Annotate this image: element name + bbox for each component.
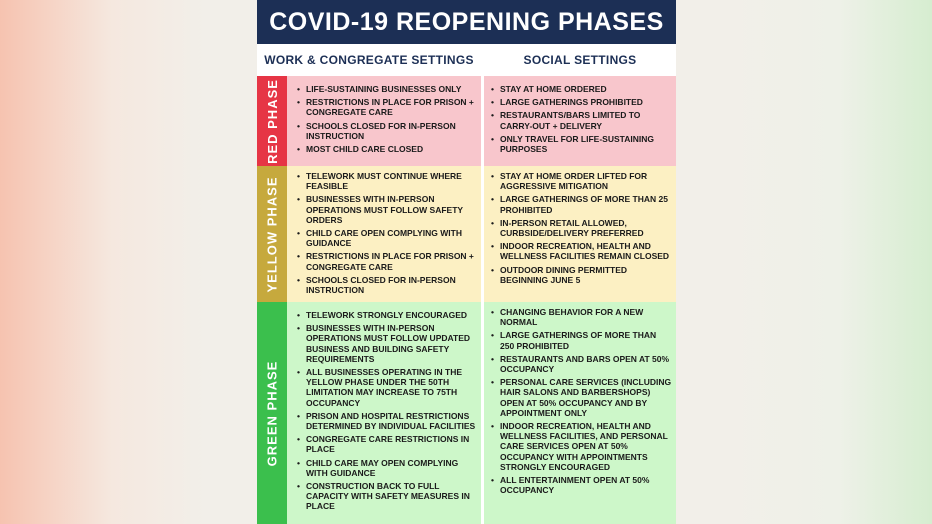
green-phase-label-text: GREEN PHASE (264, 360, 280, 466)
green-phase-work-list (287, 310, 477, 512)
list-item: • RESTAURANTS AND BARS OPEN AT 50% OCCUPANCY (484, 354, 672, 374)
list-item: • LARGE GATHERINGS PROHIBITED (484, 97, 672, 107)
column-header-social: SOCIAL SETTINGS (523, 53, 637, 67)
red-phase-label-text: RED PHASE (264, 78, 280, 164)
list-item: • INDOOR RECREATION, HEALTH AND WELLNESS FACILITIES, AND PERSONAL CARE SERVICES OPEN AT 50% OCCUPANCY WITH APPOINTMENTS STRONGLY ENCOURAGED (484, 421, 672, 472)
list-item: • ONLY TRAVEL FOR LIFE-SUSTAINING PURPOSES (484, 134, 672, 154)
list-item: • IN-PERSON RETAIL ALLOWED, CURBSIDE/DELIVERY PREFERRED (484, 218, 672, 238)
green-phase-work-cell (287, 302, 481, 524)
red-phase-work-list (287, 84, 477, 154)
column-header-work: WORK & CONGREGATE SETTINGS (264, 53, 474, 67)
list-item: • PRISON AND HOSPITAL RESTRICTIONS DETERMINED BY INDIVIDUAL FACILITIES (287, 411, 477, 431)
red-phase-social-cell (484, 76, 676, 166)
list-item: • CHILD CARE MAY OPEN COMPLYING WITH GUIDANCE (287, 458, 477, 478)
list-item: • CHILD CARE OPEN COMPLYING WITH GUIDANCE (287, 228, 477, 248)
red-phase-label (257, 76, 287, 166)
reopening-phases-poster (257, 0, 676, 524)
list-item: • SCHOOLS CLOSED FOR IN-PERSON INSTRUCTION (287, 121, 477, 141)
list-item: • MOST CHILD CARE CLOSED (287, 144, 477, 154)
red-phase-social-list (484, 84, 672, 154)
list-item: • TELEWORK MUST CONTINUE WHERE FEASIBLE (287, 171, 477, 191)
green-phase-label (257, 302, 287, 524)
list-item: • ALL ENTERTAINMENT OPEN AT 50% OCCUPANCY (484, 475, 672, 495)
list-item: • ALL BUSINESSES OPERATING IN THE YELLOW PHASE UNDER THE 50TH LIMITATION MAY INCREASE TO 75TH OCCUPANCY (287, 367, 477, 408)
list-item: • CHANGING BEHAVIOR FOR A NEW NORMAL (484, 307, 672, 327)
red-phase-work-cell (287, 76, 481, 166)
list-item: • OUTDOOR DINING PERMITTED BEGINNING JUNE 5 (484, 265, 672, 285)
list-item: • CONGREGATE CARE RESTRICTIONS IN PLACE (287, 434, 477, 454)
list-item: • BUSINESSES WITH IN-PERSON OPERATIONS MUST FOLLOW UPDATED BUSINESS AND BUILDING SAFETY REQUIREMENTS (287, 323, 477, 364)
yellow-phase-social-cell (484, 166, 676, 302)
list-item: • LARGE GATHERINGS OF MORE THAN 250 PROHIBITED (484, 330, 672, 350)
list-item: • LARGE GATHERINGS OF MORE THAN 25 PROHIBITED (484, 194, 672, 214)
list-item: • LIFE-SUSTAINING BUSINESSES ONLY (287, 84, 477, 94)
yellow-phase-social-list (484, 171, 672, 285)
yellow-phase-work-cell (287, 166, 481, 302)
list-item: • RESTRICTIONS IN PLACE FOR PRISON + CONGREGATE CARE (287, 97, 477, 117)
list-item: • CONSTRUCTION BACK TO FULL CAPACITY WITH SAFETY MEASURES IN PLACE (287, 481, 477, 512)
yellow-phase-label-text: YELLOW PHASE (264, 175, 280, 293)
list-item: • SCHOOLS CLOSED FOR IN-PERSON INSTRUCTION (287, 275, 477, 295)
green-phase-social-cell (484, 302, 676, 524)
green-phase-social-list (484, 307, 672, 495)
list-item: • STAY AT HOME ORDER LIFTED FOR AGGRESSIVE MITIGATION (484, 171, 672, 191)
list-item: • RESTRICTIONS IN PLACE FOR PRISON + CONGREGATE CARE (287, 251, 477, 271)
list-item: • BUSINESSES WITH IN-PERSON OPERATIONS MUST FOLLOW SAFETY ORDERS (287, 194, 477, 225)
list-item: • RESTAURANTS/BARS LIMITED TO CARRY-OUT + DELIVERY (484, 110, 672, 130)
list-item: • TELEWORK STRONGLY ENCOURAGED (287, 310, 477, 320)
list-item: • STAY AT HOME ORDERED (484, 84, 672, 94)
poster-title: COVID-19 REOPENING PHASES (257, 0, 676, 44)
list-item: • PERSONAL CARE SERVICES (INCLUDING HAIR SALONS AND BARBERSHOPS) OPEN AT 50% OCCUPANCY AND BY APPOINTMENT ONLY (484, 377, 672, 418)
list-item: • INDOOR RECREATION, HEALTH AND WELLNESS FACILITIES REMAIN CLOSED (484, 241, 672, 261)
yellow-phase-label (257, 166, 287, 302)
yellow-phase-work-list (287, 171, 477, 295)
